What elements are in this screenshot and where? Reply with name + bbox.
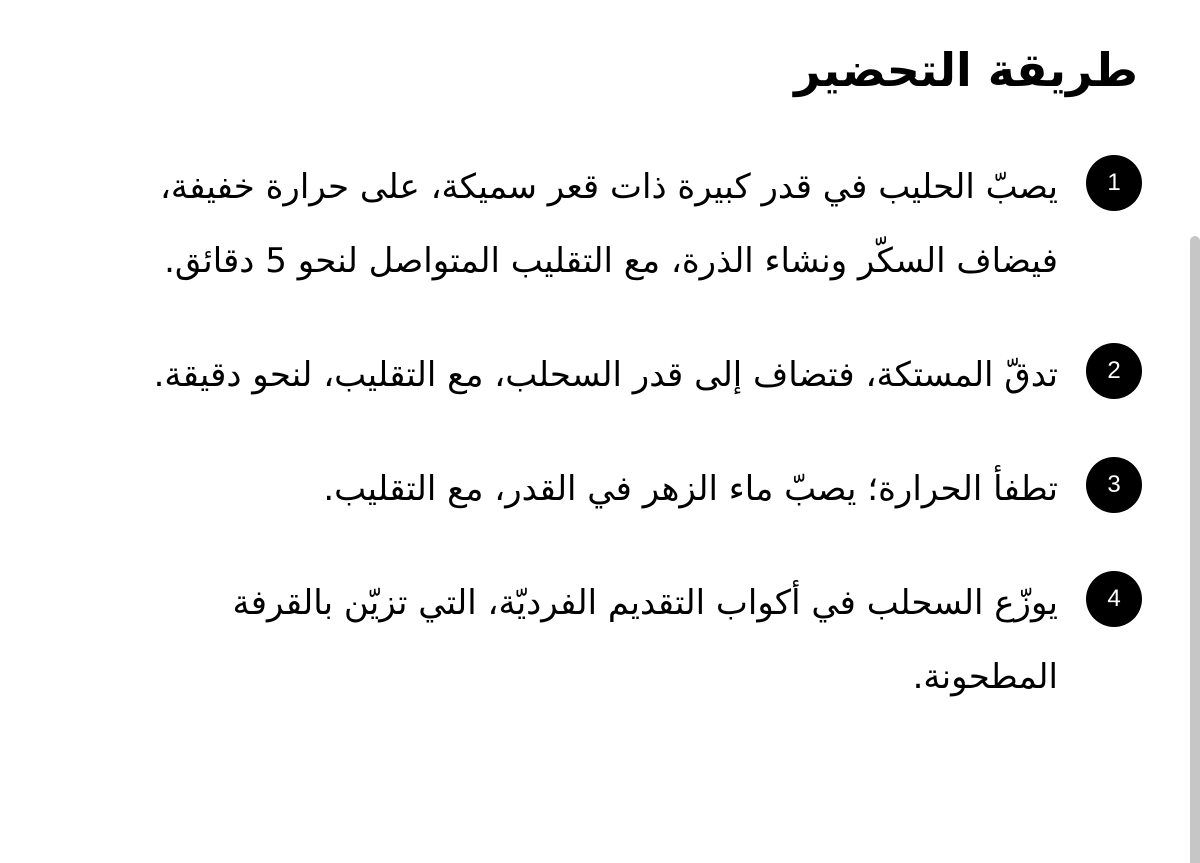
preparation-steps-list	[92, 150, 1142, 754]
step-text: تدقّ المستكة، فتضاف إلى قدر السحلب، مع التقليب، لنحو دقيقة.	[153, 355, 1058, 395]
step-text: يوزّع السحلب في أكواب التقديم الفرديّة، التي تزيّن بالقرفة المطحونة.	[232, 583, 1058, 697]
vertical-scrollbar[interactable]	[1190, 236, 1200, 863]
step-2	[92, 338, 1142, 412]
step-number-badge: 4	[1086, 571, 1142, 627]
step-1	[92, 150, 1142, 298]
step-4	[92, 566, 1142, 714]
step-number-badge: 1	[1086, 155, 1142, 211]
step-text: يصبّ الحليب في قدر كبيرة ذات قعر سميكة، على حرارة خفيفة، فيضاف السكّر ونشاء الذرة، مع التقليب المتواصل لنحو 5 دقائق.	[159, 167, 1058, 281]
step-3	[92, 452, 1142, 526]
step-text: تطفأ الحرارة؛ يصبّ ماء الزهر في القدر، مع التقليب.	[323, 469, 1058, 509]
step-number-badge: 2	[1086, 343, 1142, 399]
step-number-badge: 3	[1086, 457, 1142, 513]
page-title: طريقة التحضير	[794, 43, 1138, 97]
